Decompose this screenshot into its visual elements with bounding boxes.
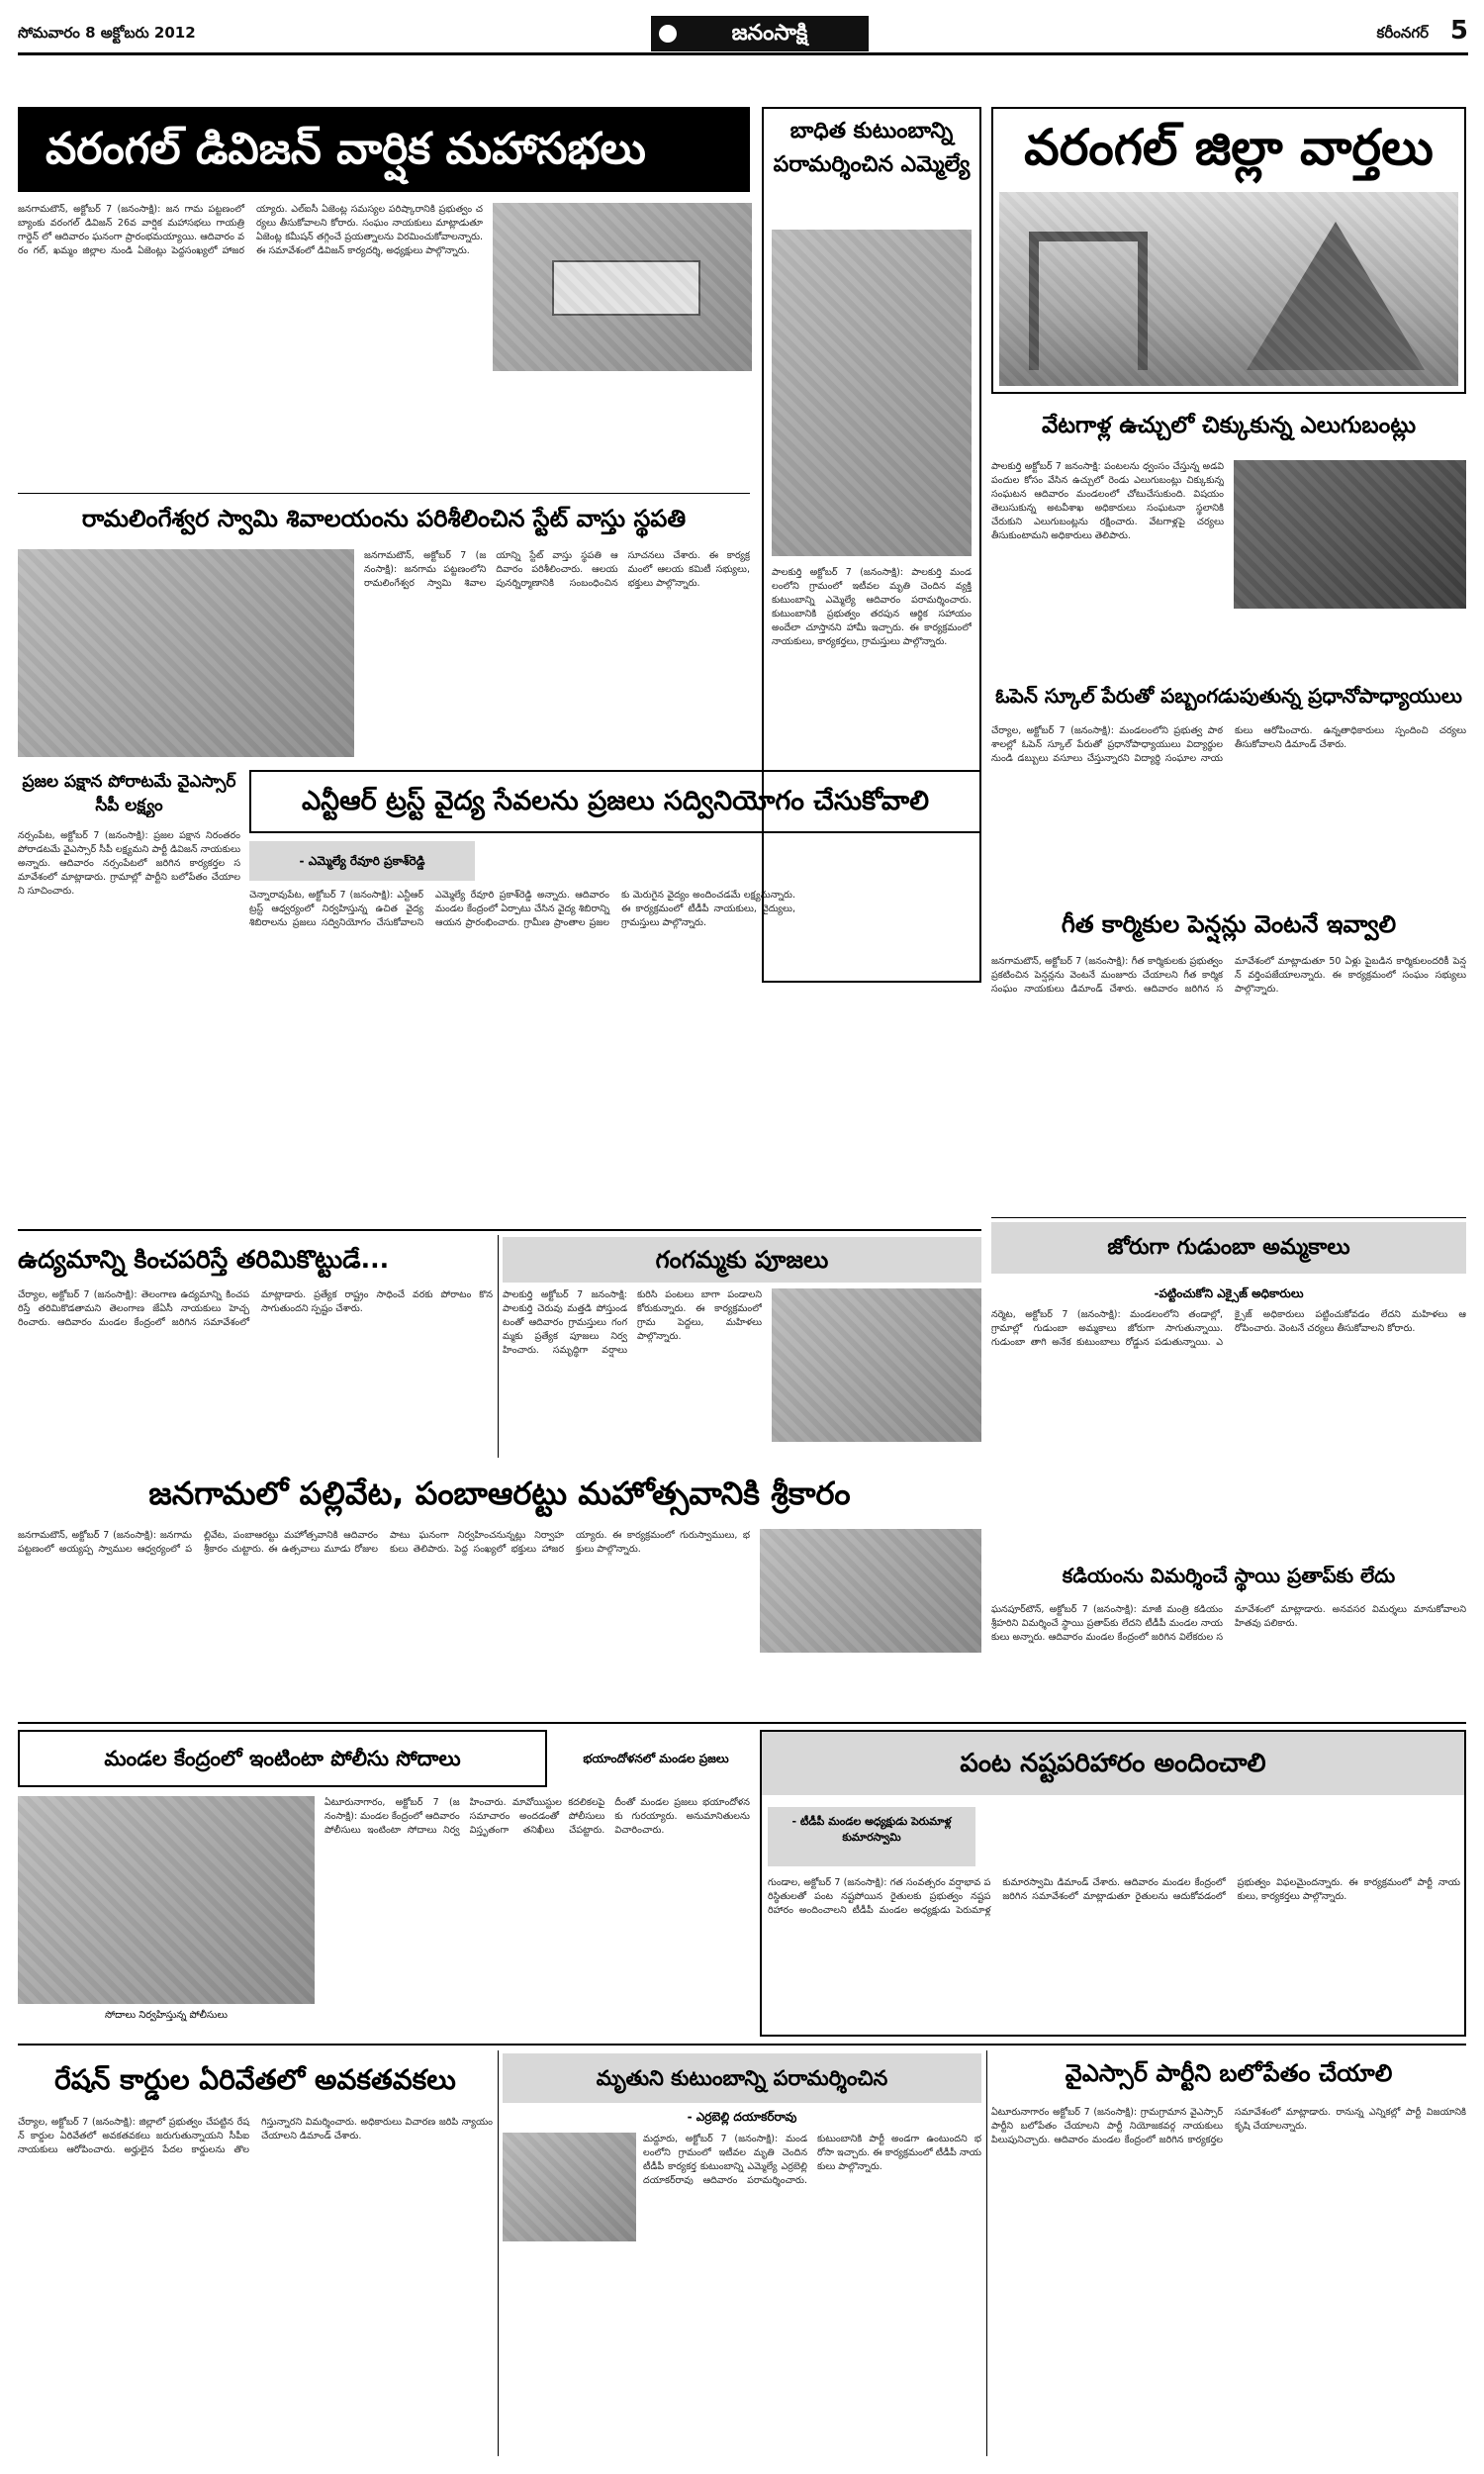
bears-headline-text: వేటగాళ్ల ఉచ్చులో చిక్కుకున్న ఎలుగుబంట్లు — [1041, 413, 1417, 438]
janagama-festival-photo — [760, 1529, 981, 1653]
geetha-workers-headline — [991, 901, 1466, 948]
kadiyam-headline-text: కడియంను విమర్శించే స్థాయి ప్రతాప్‌కు లేదు — [1062, 1564, 1396, 1587]
ysrcp-strengthen-headline — [991, 2048, 1466, 2098]
rule-v-1 — [498, 1235, 499, 1458]
police-raids-photo-caption: సోదాలు నిర్వహిస్తున్న పోలీసులు — [104, 2010, 229, 2021]
bears-photo — [1234, 460, 1466, 609]
masthead-date: సోమవారం 8 అక్టోబరు 2012 — [18, 24, 196, 42]
victim-family-photo — [772, 230, 972, 556]
ramalingeswara-photo — [18, 549, 354, 757]
rule-v-3 — [986, 2050, 987, 2456]
gangamma-headline: గంగమ్మకు పూజలు — [655, 1246, 829, 1274]
ntr-trust-byline: - ఎమ్మెల్యే రేవూరి ప్రకాశ్‌రెడ్డి — [299, 854, 425, 868]
condolence-photo — [503, 2133, 636, 2241]
headmasters-body: చేర్యాల, అక్టోబర్ 7 (జనంసాక్షి): మండలంలోని ప్రభుత్వ పాఠశాలల్లో ఓపెన్ స్కూల్ పేరుతో ప్రధానోపాధ్యాయులు విద్యార్థుల నుండి డబ్బులు వసూలు చేస్తున్నారని విద్యార్థి సంఘాల నాయకులు ఆరోపించారు. ఉన్నతాధికారులు స్పందించి చర్యలు తీసుకోవాలని డిమాండ్ చేశారు. — [991, 725, 1466, 764]
victim-family-body: పాలకుర్తి అక్టోబర్ 7 (జనంసాక్షి): పాలకుర్తి మండలంలోని గ్రామంలో ఇటీవల మృతి చెందిన వ్యక్తి కుటుంబాన్ని ఎమ్మెల్యే ఆదివారం పరామర్శించారు. కుటుంబానికి ప్రభుత్వం తరపున ఆర్థిక సహాయం అందేలా చూస్తానని హామీ ఇచ్చారు. ఈ కార్యక్రమంలో నాయకులు, కార్యకర్తలు, గ్రామస్తులు పాల్గొన్నారు. — [772, 567, 972, 647]
masthead-edition: కరీంనగర్ — [1376, 24, 1429, 42]
warangal-division-headline-box — [18, 107, 750, 192]
rule-v-2 — [498, 2050, 499, 2456]
crop-compensation-article — [760, 1730, 1466, 2037]
crop-compensation-byline-box — [768, 1807, 975, 1866]
gangamma-headline-box — [503, 1237, 981, 1283]
fort-arch-left — [1029, 232, 1148, 370]
photo-banner — [552, 260, 700, 316]
unemployed-body: చేర్యాల, అక్టోబర్ 7 (జనంసాక్షి): తెలంగాణ ఉద్యమాన్ని కించపరిస్తే తరిమికొడతామని తెలంగాణ జేఏసీ నాయకులు హెచ్చరించారు. ఆదివారం మండల కేంద్రంలో జరిగిన సమావేశంలో మాట్లాడారు. ప్రత్యేక రాష్ట్రం సాధించే వరకు పోరాటం కొనసాగుతుందని స్పష్టం చేశారు. — [18, 1289, 493, 1328]
gudumba-headline: జోరుగా గుడుంబా అమ్మకాలు — [1107, 1235, 1350, 1260]
warangal-division-headline: వరంగల్ డివిజన్ వార్షిక మహాసభలు — [46, 124, 646, 174]
geetha-workers-headline-text: గీత కార్మికుల పెన్షన్లు వెంటనే ఇవ్వాలి — [1061, 910, 1397, 938]
gangamma-photo — [772, 1288, 981, 1442]
temple-shape — [1247, 222, 1425, 370]
masthead-logo — [651, 16, 869, 51]
victim-family-article — [762, 107, 981, 983]
ntr-trust-headline: ఎన్టీఆర్ ట్రస్ట్ వైద్య సేవలను ప్రజలు సద్వినియోగం చేసుకోవాలి — [301, 786, 929, 816]
police-raids-photo — [18, 1796, 315, 2004]
ntr-trust-headline-box — [249, 770, 981, 833]
janagama-festival-headline-text: జనగామలో పల్లివేట, పంబాఆరట్టు మహోత్సవానికి శ్రీకారం — [148, 1475, 851, 1512]
police-raids-body: ఏటూరునాగారం, అక్టోబర్ 7 (జనంసాక్షి): మండల కేంద్రంలో ఆదివారం పోలీసులు ఇంటింటా సోదాలు నిర్వహించారు. మావోయిస్టుల కదలికలపై సమాచారం అందడంతో పోలీసులు విస్తృతంగా తనిఖీలు చేపట్టారు. దీంతో మండల ప్రజలు భయాందోళనకు గురయ్యారు. అనుమానితులను విచారించారు. — [325, 1797, 750, 1836]
warangal-district-title: వరంగల్ జిల్లా వార్తలు — [1024, 119, 1434, 176]
ntr-trust-byline-box — [249, 841, 475, 881]
rule-h-1 — [18, 1229, 981, 1231]
police-raids-headline-box — [18, 1730, 547, 1787]
rule-h-5 — [18, 493, 750, 494]
headmasters-headline — [991, 673, 1466, 718]
ysrcp-goal-article — [18, 770, 240, 1225]
gudumba-body: నర్మెట, అక్టోబర్ 7 (జనంసాక్షి): మండలంలోని తండాల్లో, గ్రామాల్లో గుడుంబా అమ్మకాలు జోరుగా సాగుతున్నాయి. గుడుంబా తాగి అనేక కుటుంబాలు రోడ్డున పడుతున్నాయి. ఎక్సైజ్ అధికారులు పట్టించుకోవడం లేదని మహిళలు ఆరోపించారు. వెంటనే చర్యలు తీసుకోవాలని కోరారు. — [991, 1309, 1466, 1348]
ysrcp-strengthen-headline-text: వైఎస్సార్ పార్టీని బలోపేతం చేయాలి — [1065, 2059, 1393, 2087]
crop-compensation-headline: పంట నష్టపరిహారం అందించాలి — [960, 1749, 1266, 1778]
warangal-district-section — [991, 107, 1466, 394]
gudumba-byline: -పట్టించుకోని ఎక్సైజ్ అధికారులు — [1154, 1286, 1304, 1300]
warangal-division-photo — [493, 203, 752, 371]
bears-body: పాలకుర్తి అక్టోబర్ 7 జనంసాక్షి: పంటలను ధ్వంసం చేస్తున్న అడవి పందుల కోసం వేసిన ఉచ్చులో రెండు ఎలుగుబంట్లు చిక్కుకున్న సంఘటన ఆదివారం మండలంలో చోటుచేసుకుంది. విషయం తెలుసుకున్న అటవీశాఖ అధికారులు సంఘటనా స్థలానికి చేరుకుని ఎలుగుబంట్లను రక్షించారు. వేటగాళ్లపై చర్యలు తీసుకుంటామని అధికారులు తెలిపారు. — [991, 461, 1224, 541]
ntr-trust-body: చెన్నారావుపేట, అక్టోబర్ 7 (జనంసాక్షి): ఎన్టీఆర్ ట్రస్ట్ ఆధ్వర్యంలో నిర్వహిస్తున్న ఉచిత వైద్య శిబిరాలను ప్రజలు సద్వినియోగం చేసుకోవాలని ఎమ్మెల్యే రేవూరి ప్రకాశ్‌రెడ్డి అన్నారు. ఆదివారం మండల కేంద్రంలో ఏర్పాటు చేసిన వైద్య శిబిరాన్ని ఆయన ప్రారంభించారు. గ్రామీణ ప్రాంతాల ప్రజలకు మెరుగైన వైద్యం అందించడమే లక్ష్యమన్నారు. ఈ కార్యక్రమంలో టీడీపీ నాయకులు, వైద్యులు, గ్రామస్తులు పాల్గొన్నారు. — [249, 890, 795, 928]
ramalingeswara-headline — [18, 495, 750, 542]
crop-compensation-headline-box — [762, 1732, 1464, 1795]
masthead-logo-icon — [659, 25, 677, 43]
headmasters-headline-text: ఓపెన్ స్కూల్ పేరుతో పబ్బంగడుపుతున్న ప్రధానోపాధ్యాయులు — [995, 684, 1462, 708]
police-raids-byline-box — [557, 1730, 755, 1787]
masthead-page-number: 5 — [1449, 16, 1468, 46]
gangamma-body: పాలకుర్తి అక్టోబర్ 7 జనంసాక్షి: పాలకుర్తి చెరువు మత్తడి పోస్తుండటంతో ఆదివారం గ్రామస్తులు గంగమ్మకు ప్రత్యేక పూజలు నిర్వహించారు. సమృద్ధిగా వర్షాలు కురిసి పంటలు బాగా పండాలని కోరుకున్నారు. ఈ కార్యక్రమంలో గ్రామ పెద్దలు, మహిళలు పాల్గొన్నారు. — [503, 1289, 762, 1356]
ysrcp-strengthen-body: ఏటూరునాగారం అక్టోబర్ 7 (జనంసాక్షి): గ్రామగ్రామాన వైఎస్సార్ పార్టీని బలోపేతం చేయాలని పార్టీ నియోజకవర్గ నాయకులు పిలుపునిచ్చారు. ఆదివారం మండల కేంద్రంలో జరిగిన కార్యకర్తల సమావేశంలో మాట్లాడారు. రానున్న ఎన్నికల్లో పార్టీ విజయానికి కృషి చేయాలన్నారు. — [991, 2107, 1466, 2145]
crop-compensation-body: గుండాల, అక్టోబర్ 7 (జనంసాక్షి): గత సంవత్సరం వర్షాభావ పరిస్థితులతో పంట నష్టపోయిన రైతులకు ప్రభుత్వం నష్టపరిహారం అందించాలని టీడీపీ మండల అధ్యక్షుడు పెరుమాళ్ల కుమారస్వామి డిమాండ్ చేశారు. ఆదివారం మండల కేంద్రంలో జరిగిన సమావేశంలో మాట్లాడుతూ రైతులను ఆదుకోవడంలో ప్రభుత్వం విఫలమైందన్నారు. ఈ కార్యక్రమంలో పార్టీ నాయకులు, కార్యకర్తలు పాల్గొన్నారు. — [768, 1877, 1460, 1916]
rule-h-4 — [991, 1217, 1466, 1218]
warangal-division-body: జనగామటౌన్, అక్టోబర్ 7 (జనంసాక్షి): జన గామ పట్టణంలో బ్యాంకు వరంగల్ డివిజన్ 26వ వార్షిక మహాసభలు గాయత్రి గార్డెన్ లో ఆదివారం ఘనంగా ప్రారంభమయ్యాయి. ఆదివారం వరం గల్, ఖమ్మం జిల్లాల నుండి ఏజెంట్లు పెద్దసంఖ్యలో హాజరయ్యారు. ఎల్ఐసీ ఏజెంట్ల సమస్యల పరిష్కారానికి ప్రభుత్వం చర్యలు తీసుకోవాలని కోరారు. సంఘం నాయకులు మాట్లాడుతూ ఏజెంట్ల కమీషన్ తగ్గించే ప్రయత్నాలను విరమించుకోవాలన్నారు. ఈ సమావేశంలో డివిజన్ కార్యదర్శి, అధ్యక్షులు పాల్గొన్నారు. — [18, 204, 483, 256]
ysrcp-goal-body: నర్సంపేట, అక్టోబర్ 7 (జనంసాక్షి): ప్రజల పక్షాన నిరంతరం పోరాడటమే వైఎస్సార్ సీపీ లక్ష్యమని పార్టీ డివిజన్ నాయకులు అన్నారు. ఆదివారం నర్సంపేటలో జరిగిన కార్యకర్తల సమావేశంలో మాట్లాడారు. గ్రామాల్లో పార్టీని బలోపేతం చేయాలని సూచించారు. — [18, 830, 240, 897]
police-raids-byline: భయాందోళనలో మండల ప్రజలు — [583, 1752, 729, 1765]
gudumba-headline-box — [991, 1222, 1466, 1274]
condolence-body: మద్దూరు, అక్టోబర్ 7 (జనంసాక్షి): మండలంలోని గ్రామంలో ఇటీవల మృతి చెందిన టీడీపీ కార్యకర్త కుటుంబాన్ని ఎమ్మెల్యే ఎర్రబెల్లి దయాకర్‌రావు ఆదివారం పరామర్శించారు. కుటుంబానికి పార్టీ అండగా ఉంటుందని భరోసా ఇచ్చారు. ఈ కార్యక్రమంలో టీడీపీ నాయకులు పాల్గొన్నారు. — [643, 2134, 981, 2186]
condolence-headline: మృతుని కుటుంబాన్ని పరామర్శించిన — [596, 2066, 888, 2090]
police-raids-headline: మండల కేంద్రంలో ఇంటింటా పోలీసు సోదాలు — [104, 1747, 461, 1770]
ration-cards-body: చేర్యాల, అక్టోబర్ 7 (జనంసాక్షి): జిల్లాలో ప్రభుత్వం చేపట్టిన రేషన్ కార్డుల ఏరివేతలో అవకతవకలు జరుగుతున్నాయని సీపీఐ నాయకులు ఆరోపించారు. అర్హులైన పేదల కార్డులను తొలగిస్తున్నారని విమర్శించారు. అధికారులు విచారణ జరిపి న్యాయం చేయాలని డిమాండ్ చేశారు. — [18, 2117, 493, 2155]
ramalingeswara-headline-text: రామలింగేశ్వర స్వామి శివాలయంను పరిశీలించిన స్టేట్ వాస్తు స్థపతి — [81, 505, 687, 532]
unemployed-headline — [18, 1237, 493, 1283]
masthead — [18, 14, 1468, 55]
victim-family-headline: బాధిత కుటుంబాన్ని పరామర్శించిన ఎమ్మెల్యే — [773, 119, 971, 177]
masthead-paper-name: జనంసాక్షి — [731, 21, 808, 46]
janagama-festival-body: జనగామటౌన్, అక్టోబర్ 7 (జనంసాక్షి): జనగామ పట్టణంలో అయ్యప్ప స్వాముల ఆధ్వర్యంలో పల్లివేట, పంబాఆరట్టు మహోత్సవానికి ఆదివారం శ్రీకారం చుట్టారు. ఈ ఉత్సవాలు మూడు రోజుల పాటు ఘనంగా నిర్వహించనున్నట్లు నిర్వాహకులు తెలిపారు. పెద్ద సంఖ్యలో భక్తులు హాజరయ్యారు. ఈ కార్యక్రమంలో గురుస్వాములు, భక్తులు పాల్గొన్నారు. — [18, 1530, 750, 1555]
ysrcp-goal-headline: ప్రజల పక్షాన పోరాటమే వైఎస్సార్ సీపీ లక్ష్యం — [22, 772, 236, 815]
janagama-festival-headline — [18, 1467, 981, 1520]
warangal-fort-photo — [999, 192, 1458, 386]
crop-compensation-byline: - టీడీపీ మండల అధ్యక్షుడు పెరుమాళ్ల కుమారస్వామి — [791, 1815, 952, 1844]
bears-headline — [991, 401, 1466, 450]
geetha-workers-body: జనగామటౌన్, అక్టోబర్ 7 (జనంసాక్షి): గీత కార్మికులకు ప్రభుత్వం ప్రకటించిన పెన్షన్లను వెంటనే మంజూరు చేయాలని గీత కార్మిక సంఘం నాయకులు డిమాండ్ చేశారు. ఆదివారం జరిగిన సమావేశంలో మాట్లాడుతూ 50 ఏళ్లు పైబడిన కార్మికులందరికీ పెన్షన్ వర్తింపజేయాలన్నారు. ఈ కార్యక్రమంలో సంఘం సభ్యులు పాల్గొన్నారు. — [991, 956, 1466, 995]
warangal-division-body-cont — [493, 378, 752, 485]
unemployed-headline-text: ఉద్యమాన్ని కించపరిస్తే తరిమికొట్టుడే... — [18, 1245, 390, 1274]
ration-cards-headline-text: రేషన్ కార్డుల ఏరివేతలో అవకతవకలు — [54, 2063, 456, 2096]
kadiyam-body: ఘనపూర్‌టౌన్, అక్టోబర్ 7 (జనంసాక్షి): మాజీ మంత్రి కడియం శ్రీహరిని విమర్శించే స్థాయి ప్రతాప్‌కు లేదని టీడీపీ మండల నాయకులు అన్నారు. ఆదివారం మండల కేంద్రంలో జరిగిన విలేకరుల సమావేశంలో మాట్లాడారు. అనవసర విమర్శలు మానుకోవాలని హితవు పలికారు. — [991, 1604, 1466, 1643]
condolence-headline-box — [503, 2053, 981, 2103]
rule-h-3 — [18, 2044, 1466, 2046]
rule-h-2 — [18, 1722, 1466, 1724]
condolence-byline: - ఎర్రబెల్లి దయాకర్‌రావు — [687, 2110, 797, 2124]
kadiyam-headline — [991, 1554, 1466, 1597]
ration-cards-headline — [18, 2053, 493, 2107]
ramalingeswara-body: జనగామటౌన్, అక్టోబర్ 7 (జనంసాక్షి): జనగామ పట్టణంలోని రామలింగేశ్వర స్వామి శివాలయాన్ని స్టేట్ వాస్తు స్థపతి ఆదివారం పరిశీలించారు. ఆలయ పునర్నిర్మాణానికి సంబంధించిన సూచనలు చేశారు. ఈ కార్యక్రమంలో ఆలయ కమిటీ సభ్యులు, భక్తులు పాల్గొన్నారు. — [364, 550, 750, 589]
